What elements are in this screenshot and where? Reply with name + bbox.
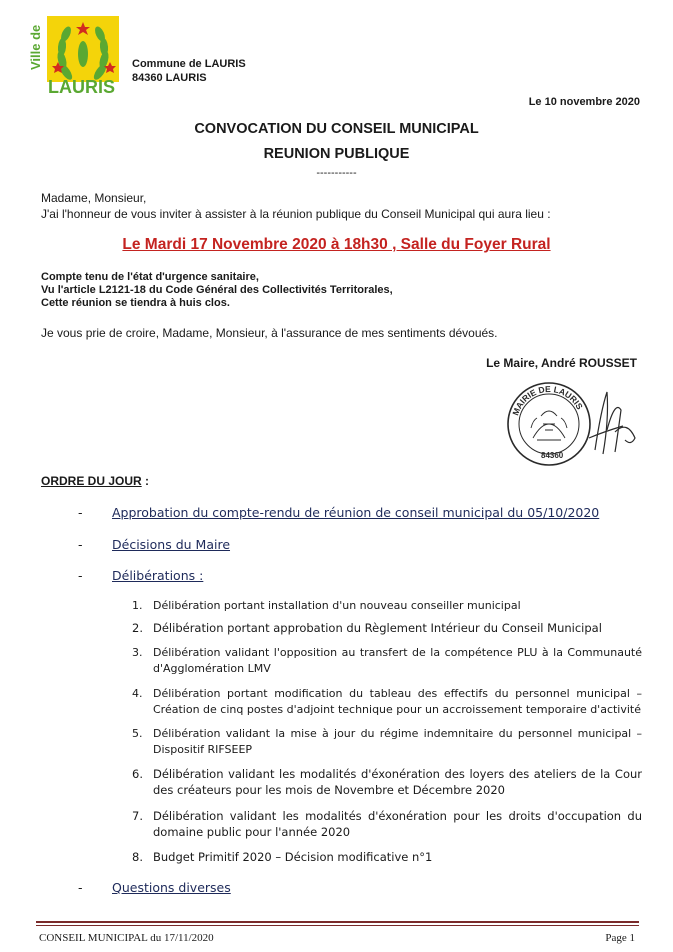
page-number: Page 1 [605, 932, 635, 944]
agenda-item-label: Approbation du compte-rendu de réunion de conseil municipal du 05/10/2020 [112, 505, 600, 520]
note-line: Vu l'article L2121-18 du Code Général des Collectivités Territorales, [41, 284, 393, 296]
mairie-stamp [503, 380, 653, 468]
deliberation-text: Délibération portant approbation du Règlement Intérieur du Conseil Municipal [153, 621, 602, 635]
document-subtitle: REUNION PUBLIQUE [263, 146, 410, 162]
deliberation-text: Délibération validant les modalités d'éxonération pour les droits d'occupation du domaine public pour l'année 2020 [153, 809, 642, 839]
logo-ville-text: Ville de [28, 24, 43, 70]
deliberation-number: 4. [132, 687, 143, 700]
closing-formula: Je vous prie de croire, Madame, Monsieur, à l'assurance de mes sentiments dévoués. [41, 326, 498, 340]
letter-date: Le 10 novembre 2020 [528, 96, 640, 108]
logo-name-text: LAURIS [48, 77, 115, 94]
document-title: CONVOCATION DU CONSEIL MUNICIPAL [194, 121, 479, 137]
mayor-signature-line: Le Maire, André ROUSSET [486, 356, 637, 370]
deliberation-text: Délibération portant modification du tableau des effectifs du personnel municipal – Création de cinq postes d'adjoint technique pour un accroissement temporaire d'activité [153, 687, 642, 716]
deliberation-text: Délibération portant installation d'un nouveau conseiller municipal [153, 599, 521, 612]
title-separator: ----------- [316, 167, 357, 179]
bullet-dash: - [78, 568, 83, 583]
bullet-dash: - [78, 537, 83, 552]
salutation: Madame, Monsieur, [41, 191, 147, 205]
commune-postcode: 84360 LAURIS [132, 72, 207, 84]
svg-text:MAIRIE DE LAURIS [510, 384, 585, 417]
lauris-logo [28, 14, 124, 94]
sanitary-notes [41, 271, 393, 310]
stamp-top-text: MAIRIE DE LAURIS [510, 383, 585, 417]
agenda-item-label: Questions diverses [112, 880, 231, 895]
bullet-dash: - [78, 505, 83, 520]
handwritten-signature [589, 392, 635, 454]
deliberation-text: Délibération validant la mise à jour du régime indemnitaire du personnel municipal – Dispositif RIFSEEP [153, 727, 642, 756]
note-line: Cette réunion se tiendra à huis clos. [41, 297, 230, 309]
deliberation-number: 1. [132, 599, 143, 612]
deliberation-text: Délibération validant les modalités d'éxonération des loyers des ateliers de la Cour des créateurs pour les mois de Novembre et Décembre 2020 [153, 767, 642, 797]
footer-rule [36, 925, 639, 926]
commune-name: Commune de LAURIS [132, 58, 246, 70]
deliberation-number: 7. [132, 809, 143, 823]
footer-rule [36, 921, 639, 923]
meeting-details: Le Mardi 17 Novembre 2020 à 18h30 , Salle du Foyer Rural [122, 236, 551, 253]
agenda-heading-label: ORDRE DU JOUR [41, 474, 142, 488]
deliberation-text: Délibération validant l'opposition au transfert de la compétence PLU à la Communauté d'Agglomération LMV [153, 646, 642, 675]
deliberation-number: 5. [132, 727, 143, 740]
deliberation-number: 6. [132, 767, 143, 781]
bullet-dash: - [78, 880, 83, 895]
footer-title: CONSEIL MUNICIPAL du 17/11/2020 [39, 932, 214, 944]
agenda-item-label: Décisions du Maire [112, 537, 231, 552]
agenda-item-label: Délibérations : [112, 568, 204, 583]
deliberation-number: 2. [132, 621, 143, 635]
deliberation-number: 3. [132, 646, 143, 659]
deliberation-number: 8. [132, 850, 143, 864]
agenda-heading [41, 474, 149, 488]
stamp-bottom-text: 84360 [541, 451, 564, 460]
commune-address [132, 57, 246, 85]
agenda-heading-colon: : [141, 474, 150, 488]
invitation-text: J'ai l'honneur de vous inviter à assister à la réunion publique du Conseil Municipal qui aura lieu : [41, 207, 551, 221]
note-line: Compte tenu de l'état d'urgence sanitaire, [41, 271, 259, 283]
deliberation-text: Budget Primitif 2020 – Décision modificative n°1 [153, 850, 433, 864]
